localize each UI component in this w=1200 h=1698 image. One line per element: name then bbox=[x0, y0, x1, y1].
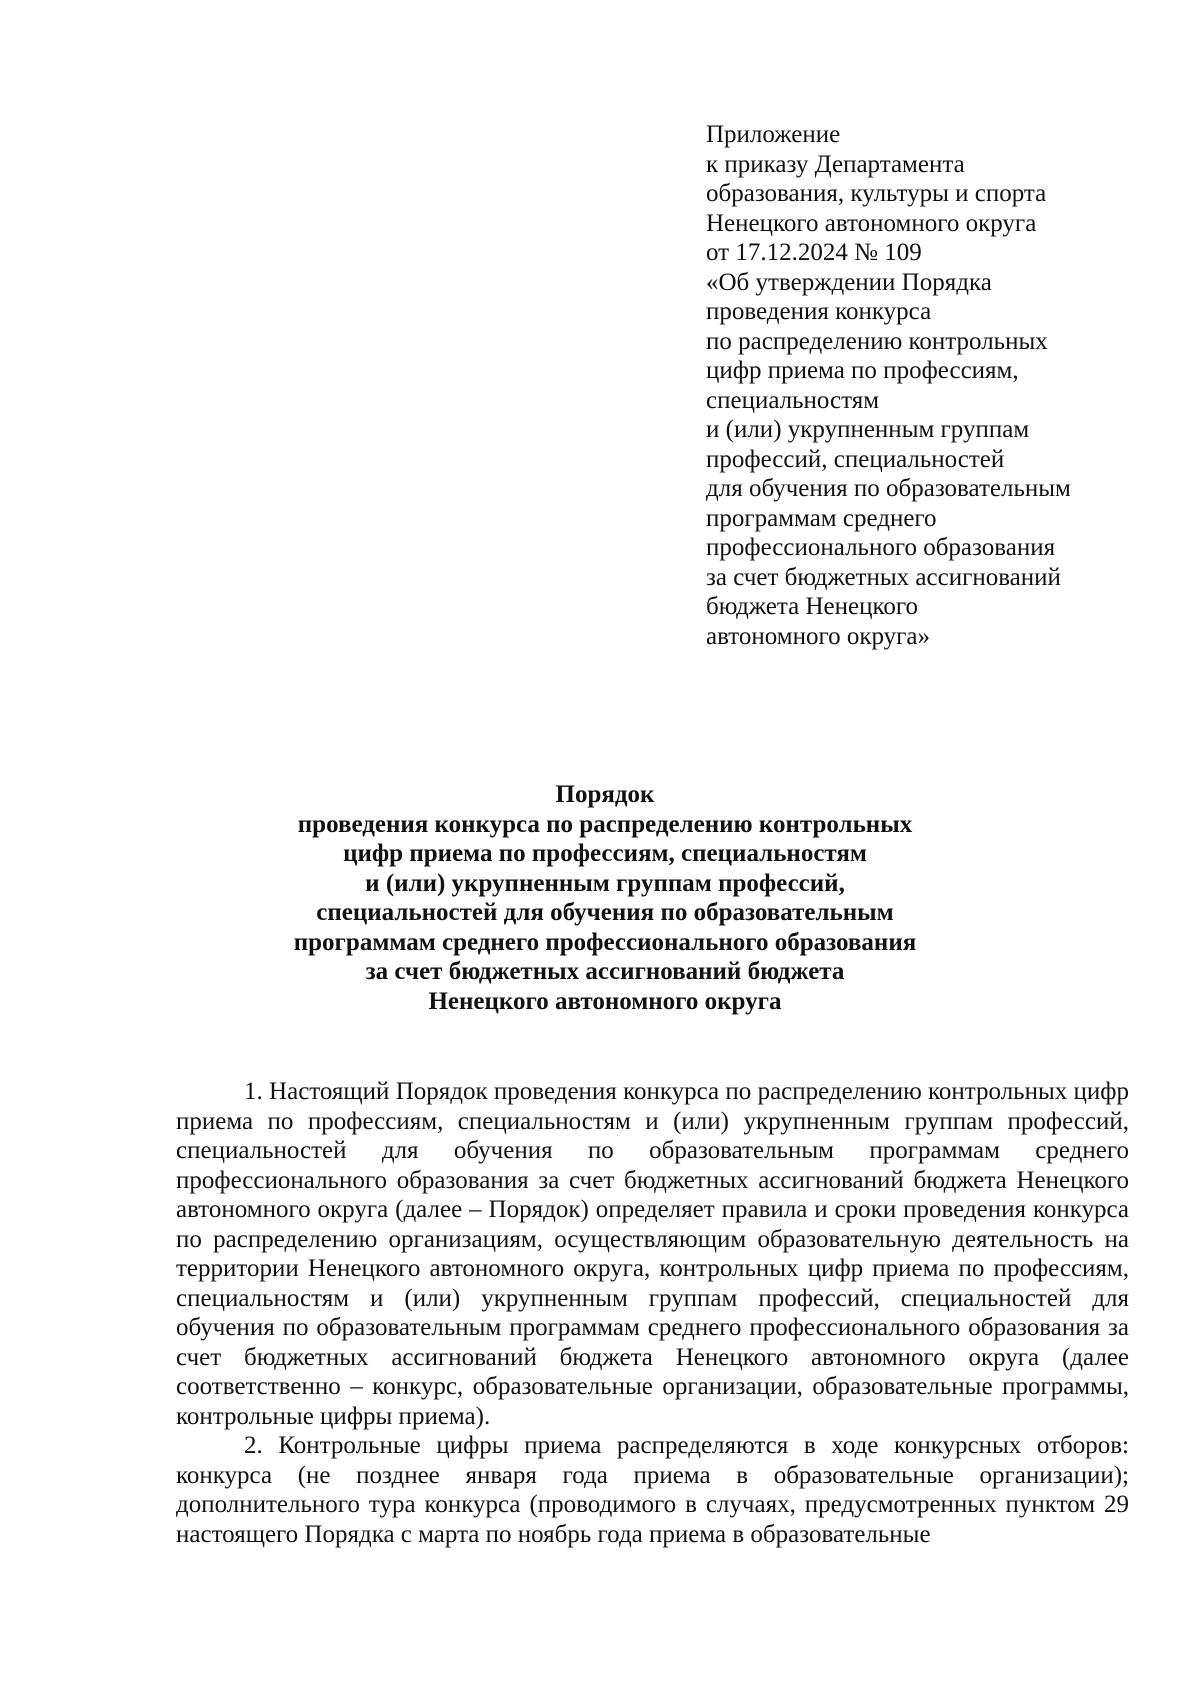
paragraph-2: 2. Контрольные цифры приема распределяются в ходе конкурсных отборов: конкурса (не позднее января года приема в образовательные организации); дополнительного тура конкурса (проводимого в случаях, предусмотренных пунктом 29 настоящего Порядка с марта по ноябрь года приема в образовательные bbox=[176, 1432, 1129, 1548]
title-line: программам среднего профессионального образования bbox=[293, 928, 917, 956]
appendix-line: автономного округа» bbox=[706, 622, 931, 650]
appendix-line: и (или) укрупненным группам bbox=[706, 416, 1030, 443]
title-line: цифр приема по профессиям, специальностям bbox=[343, 840, 867, 867]
appendix-block bbox=[706, 120, 1126, 651]
paragraph-1: 1. Настоящий Порядок проведения конкурса по распределению контрольных цифр приема по профессиям, специальностям и (или) укрупненным группам профессий, специальностей для обучения по образовательным программам среднего профессионального образования за счет бюджетных ассигнований бюджета Ненецкого автономного округа (далее – Порядок) определяет правила и сроки проведения конкурса по распределению организациям, осуществляющим образовательную деятельность на территории Ненецкого автономного округа, контрольных цифр приема по профессиям, специальностям и (или) укрупненным группам профессий, специальностей для обучения по образовательным программам среднего профессионального образования за счет бюджетных ассигнований бюджета Ненецкого автономного округа (далее соответственно – конкурс, образовательные организации, образовательные программы, контрольные цифры приема). bbox=[176, 1078, 1129, 1430]
appendix-line: специальностям bbox=[706, 386, 880, 414]
title-line: Порядок bbox=[555, 781, 655, 808]
appendix-line: бюджета Ненецкого bbox=[706, 593, 918, 620]
appendix-line: образования, культуры и спорта bbox=[706, 180, 1047, 207]
title-line: и (или) укрупненным группам профессий, bbox=[365, 869, 845, 897]
document-body bbox=[176, 1077, 1129, 1549]
appendix-line: профессионального образования bbox=[706, 534, 1056, 561]
appendix-line: Приложение bbox=[706, 121, 841, 148]
document-title bbox=[180, 780, 1030, 1016]
appendix-line: за счет бюджетных ассигнований bbox=[706, 563, 1061, 591]
title-line: специальностей для обучения по образовательным bbox=[316, 899, 894, 926]
appendix-line: «Об утверждении Порядка bbox=[706, 268, 992, 296]
appendix-line: от 17.12.2024 № 109 bbox=[706, 239, 922, 266]
appendix-line: Ненецкого автономного округа bbox=[706, 209, 1037, 237]
appendix-line: цифр приема по профессиям, bbox=[706, 357, 1019, 384]
appendix-line: проведения конкурса bbox=[706, 298, 932, 325]
title-line: Ненецкого автономного округа bbox=[428, 987, 782, 1015]
appendix-line: для обучения по образовательным bbox=[706, 475, 1071, 502]
appendix-line: по распределению контрольных bbox=[706, 327, 1048, 355]
title-line: проведения конкурса по распределению контрольных bbox=[297, 810, 913, 838]
title-line: за счет бюджетных ассигнований бюджета bbox=[365, 958, 845, 985]
appendix-line: программам среднего bbox=[706, 504, 937, 532]
appendix-line: профессий, специальностей bbox=[706, 445, 1005, 473]
appendix-line: к приказу Департамента bbox=[706, 150, 965, 178]
